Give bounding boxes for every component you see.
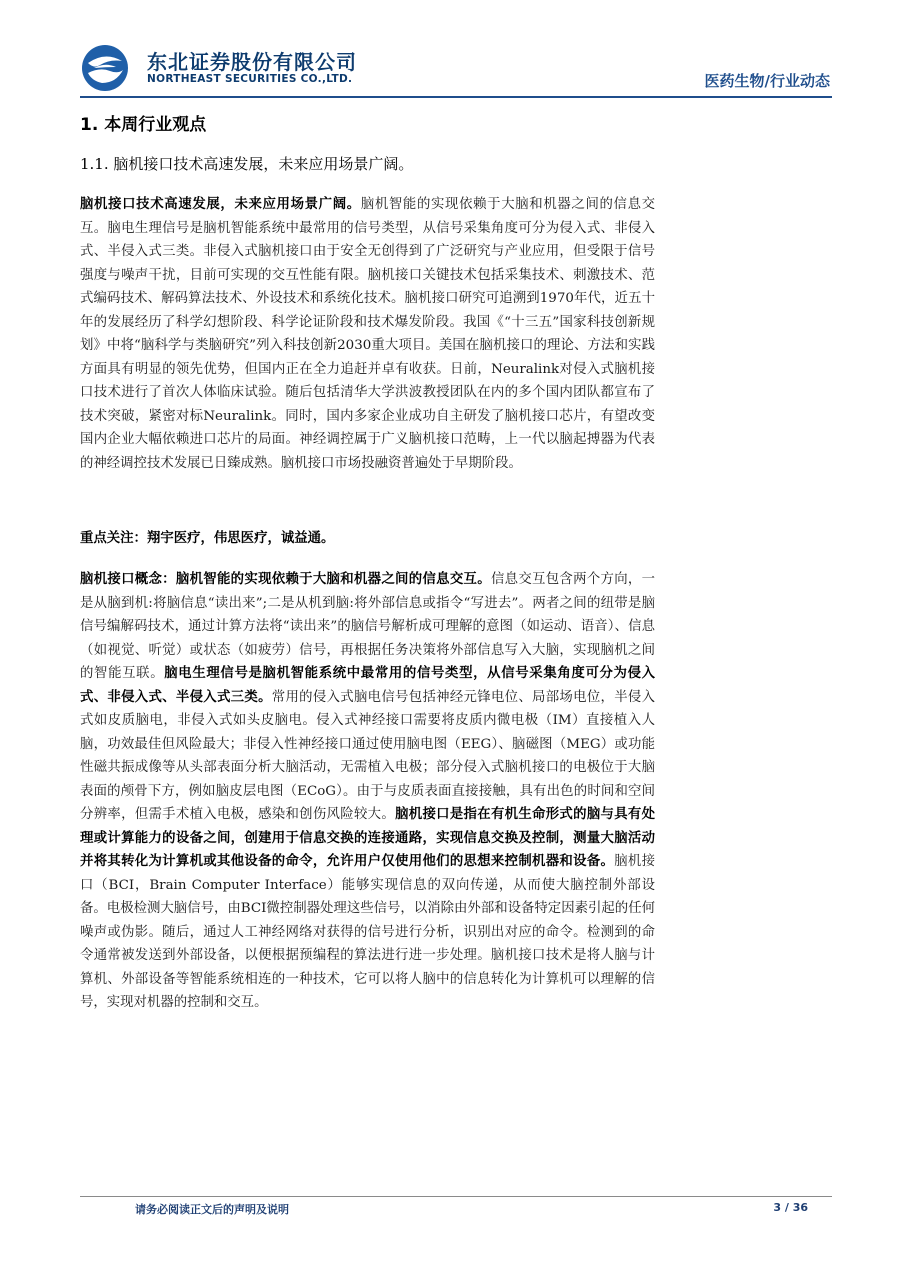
paragraph-bold: 脑电生理信号是脑机智能系统中最常用的信号类型，从信号采集角度可分为侵入式、非侵入式、半侵入式三类。 [80, 666, 656, 705]
report-category: 医药生物/行业动态 [704, 72, 830, 90]
page-number: 3 / 36 [773, 1201, 808, 1214]
company-name-cn: 东北证券股份有限公司 [147, 50, 357, 74]
paragraph-body: 信息交互包含两个方向，一是从脑到机:将脑信息“读出来”;二是从机到脑:将外部信息或指令“写进去”。两者之间的纽带是脑信号编解码技术，通过计算方法将“读出来”的脑信号解析成可理解的意图（如运动、语音）、信息（如视觉、听觉）或状态（如疲劳）信号，再根据任务决策将外部信息写入大脑，实现脑机之间的智能互联。 [80, 572, 656, 681]
section-heading: 1. 本周行业观点 [80, 115, 207, 135]
paragraph-bold: 脑机接口是指在有机生命形式的脑与具有处理或计算能力的设备之间，创建用于信息交换的连接通路，实现信息交换及控制，测量大脑活动并将其转化为计算机或其他设备的命令，允许用户仅使用他们的思想来控制机器和设备。 [80, 807, 656, 869]
paragraph-body: 常用的侵入式脑电信号包括神经元锋电位、局部场电位，半侵入式如皮质脑电，非侵入式如头皮脑电。侵入式神经接口需要将皮质内微电极（IM）直接植入人脑，功效最佳但风险最大；非侵入性神经接口通过使用脑电图（EEG）、脑磁图（MEG）或功能性磁共振成像等从头部表面分析大脑活动，无需植入电极；部分侵入式脑机接口的电极位于大脑表面的颅骨下方，例如脑皮层电图（ECoG）。由于与皮质表面直接接触，具有出色的时间和空间分辨率，但需手术植入电极，感染和创伤风险较大。 [80, 689, 656, 822]
disclaimer-note: 请务必阅读正文后的声明及说明 [135, 1203, 289, 1216]
paragraph-body: 脑机智能的实现依赖于大脑和机器之间的信息交互。脑电生理信号是脑机智能系统中最常用的信号类型，从信号采集角度可分为侵入式、非侵入式、半侵入式三类。非侵入式脑机接口由于安全无创得到了广泛研究与产业应用，但受限于信号强度与噪声干扰，目前可实现的交互性能有限。脑机接口关键技术包括采集技术、刺激技术、范式编码技术、解码算法技术、外设技术和系统化技术。脑机接口研究可追溯到1970年代，近五十年的发展经历了科学幻想阶段、科学论证阶段和技术爆发阶段。我国《“十三五”国家科技创新规划》中将“脑科学与类脑研究”列入科技创新2030重大项目。美国在脑机接口的理论、方法和实践方面具有明显的领先优势，但国内正在全力追赶并卓有收获。日前，Neuralink对侵入式脑机接口技术进行了首次人体临床试验。随后包括清华大学洪波教授团队在内的多个国内团队都宣布了技术突破，紧密对标Neuralink。同时，国内多家企业成功自主研发了脑机接口芯片，有望改变国内企业大幅依赖进口芯片的局面。神经调控属于广义脑机接口范畴，上一代以脑起搏器为代表的神经调控技术发展已日臻成熟。脑机接口市场投融资普遍处于早期阶段。 [80, 197, 656, 471]
northeast-securities-logo-icon [80, 43, 130, 93]
footer-divider [80, 1196, 832, 1197]
key-focus: 重点关注：翔宇医疗，伟思医疗，诚益通。 [80, 531, 335, 546]
company-name-en: NORTHEAST SECURITIES CO.,LTD. [147, 73, 353, 85]
page-header [0, 0, 905, 100]
paragraph-bci-concept [80, 568, 655, 1015]
paragraph-body: 脑机接口（BCI，Brain Computer Interface）能够实现信息的双向传递，从而使大脑控制外部设备。电极检测大脑信号，由BCI微控制器处理这些信号，以消除由外部和设备特定因素引起的任何噪声或伪影。随后，通过人工神经网络对获得的信号进行分析，识别出对应的命令。检测到的命令通常被发送到外部设备，以便根据预编程的算法进行进一步处理。脑机接口技术是将人脑与计算机、外部设备等智能系统相连的一种技术，它可以将人脑中的信息转化为计算机可以理解的信号，实现对机器的控制和交互。 [80, 854, 656, 1010]
paragraph-lead: 脑机接口概念：脑机智能的实现依赖于大脑和机器之间的信息交互。 [80, 572, 491, 587]
header-divider [80, 96, 832, 98]
paragraph-lead: 脑机接口技术高速发展，未来应用场景广阔。 [80, 197, 361, 212]
subsection-heading: 1.1. 脑机接口技术高速发展，未来应用场景广阔。 [80, 155, 414, 173]
paragraph-industry-view [80, 193, 655, 475]
